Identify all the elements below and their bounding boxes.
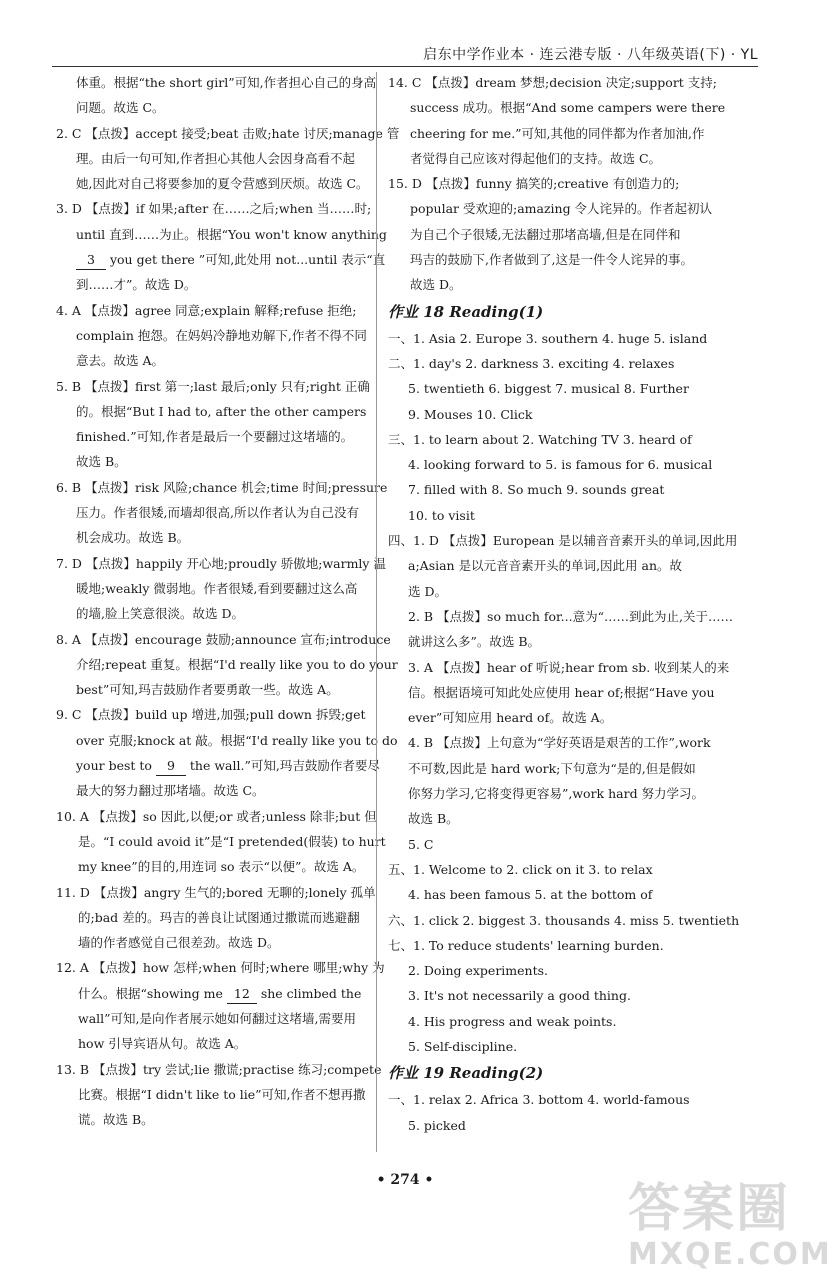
answer-line: 5. picked: [408, 1117, 466, 1133]
header-rule: [52, 66, 758, 67]
answer-line: ever”可知应用 heard of。故选 A。: [408, 710, 613, 726]
answer-line: 不可数,因此是 hard work;下句意为“是的,但是假如: [408, 760, 696, 776]
answer-line: 就讲这么多”。故选 B。: [408, 634, 541, 650]
answer-line: [56, 247, 386, 272]
right-column: [388, 70, 740, 1138]
answer-line: 为自己个子很矮,无法翻过那堵高墙,但是在同伴和: [410, 226, 681, 242]
answer-line: 压力。作者很矮,而墙却很高,所以作者认为自己没有: [76, 505, 359, 521]
answer-line: 她,因此对自己将要参加的夏令营感到厌烦。故选 C。: [76, 176, 369, 192]
answer-line: my knee”的目的,用连词 so 表示“以便”。故选 A。: [78, 859, 365, 875]
answer-line: 到……才”。故选 D。: [76, 277, 197, 293]
answer-line: 四、1. D 【点拨】European 是以辅音音素开头的单词,因此用: [388, 533, 738, 549]
left-column: [56, 70, 400, 1132]
line-text-after: she climbed the: [256, 985, 362, 1001]
answer-line: 七、1. To reduce students' learning burden.: [388, 937, 664, 953]
watermark-logo: [628, 1179, 832, 1274]
answer-line: wall”可知,是向作者展示她如何翻过这堵墙,需要用: [78, 1010, 356, 1026]
answer-line: 比赛。根据“I didn't like to lie”可知,作者不想再撒: [78, 1086, 366, 1102]
answer-line: 7. D 【点拨】happily 开心地;proudly 骄傲地;warmly 温: [56, 555, 386, 571]
answer-line: popular 受欢迎的;amazing 令人诧异的。作者起初认: [410, 201, 713, 217]
answer-line: 一、1. relax 2. Africa 3. bottom 4. world-famous: [388, 1092, 690, 1108]
answer-line: 信。根据语境可知此处应使用 hear of;根据“Have you: [408, 684, 715, 700]
answer-line: 12. A 【点拨】how 怎样;when 何时;where 哪里;why 为: [56, 960, 385, 976]
line-text-after: the wall.”可知,玛吉鼓励作者要尽: [185, 758, 380, 774]
answer-line: until 直到……为止。根据“You won't know anything: [76, 226, 387, 242]
answer-line: 5. twentieth 6. biggest 7. musical 8. Further: [408, 381, 689, 397]
answer-line: 4. has been famous 5. at the bottom of: [408, 887, 653, 903]
answer-line: 8. A 【点拨】encourage 鼓励;announce 宣布;introduce: [56, 631, 391, 647]
answer-line: 4. looking forward to 5. is famous for 6. musical: [408, 457, 713, 473]
answer-line: 6. B 【点拨】risk 风险;chance 机会;time 时间;pressure: [56, 479, 388, 495]
answer-line: 体重。根据“the short girl”可知,作者担心自己的身高: [76, 75, 377, 90]
blank-number: 3: [76, 251, 106, 270]
answer-line: 一、1. Asia 2. Europe 3. southern 4. huge 5. island: [388, 330, 708, 346]
answer-line: 者觉得自己应该对得起他们的支持。故选 C。: [410, 150, 662, 166]
answer-line: 3. A 【点拨】hear of 听说;hear from sb. 收到某人的来: [408, 659, 730, 675]
answer-line: 机会成功。故选 B。: [76, 530, 190, 546]
answer-line: 理。由后一句可知,作者担心其他人会因身高看不起: [76, 150, 355, 166]
answer-line: 5. Self-discipline.: [408, 1038, 518, 1054]
answer-line: 4. His progress and weak points.: [408, 1013, 617, 1029]
answer-line: 玛吉的鼓励下,作者做到了,这是一件令人诧异的事。: [410, 252, 693, 268]
page-number: • 274 •: [376, 1172, 434, 1188]
blank-number: 9: [156, 757, 186, 776]
answer-line: 是。“I could avoid it”是“I pretended(假装) to hurt: [78, 833, 386, 849]
answer-line: finished.”可知,作者是最后一个要翻过这堵墙的。: [76, 429, 354, 445]
answer-line: [56, 981, 364, 1006]
answer-line: 3. It's not necessarily a good thing.: [408, 988, 631, 1004]
answer-line: 故选 B。: [76, 454, 127, 470]
answer-line: 最大的努力翻过那堵墙。故选 C。: [76, 783, 265, 799]
answer-line: over 克服;knock at 敲。根据“I'd really like you to do: [76, 732, 398, 748]
answer-line: success 成功。根据“And some campers were there: [410, 100, 726, 116]
answer-line: 15. D 【点拨】funny 搞笑的;creative 有创造力的;: [388, 176, 680, 192]
answer-line: 3. D 【点拨】if 如果;after 在……之后;when 当……时;: [56, 201, 372, 217]
answer-line: how 引导宾语从句。故选 A。: [78, 1036, 247, 1052]
answer-line: 2. Doing experiments.: [408, 963, 549, 979]
answer-line: 谎。故选 B。: [78, 1112, 154, 1128]
answer-line: 的墙,脸上笑意很淡。故选 D。: [76, 606, 244, 622]
watermark-url: MXQE.COM: [628, 1237, 832, 1272]
answer-line: 13. B 【点拨】try 尝试;lie 撒谎;practise 练习;compete: [56, 1061, 382, 1077]
answer-line: 的;bad 差的。玛吉的善良让试图通过撒谎而逃避翻: [78, 909, 360, 925]
answer-line: [56, 753, 380, 778]
answer-line: 4. B 【点拨】上句意为“学好英语是艰苦的工作”,work: [408, 735, 711, 751]
line-text-before: 什么。根据“showing me: [78, 985, 227, 1001]
section-heading: 作业 18 Reading(1): [388, 302, 544, 321]
answer-line: 暖地;weakly 微弱地。作者很矮,看到要翻过这么高: [76, 580, 358, 596]
section-heading: 作业 19 Reading(2): [388, 1064, 544, 1083]
answer-line: 你努力学习,它将变得更容易”,work hard 努力学习。: [408, 786, 705, 802]
answer-line: 意去。故选 A。: [76, 353, 165, 369]
answer-line: 2. C 【点拨】accept 接受;beat 击败;hate 讨厌;manage 管: [56, 125, 400, 141]
answer-line: best”可知,玛吉鼓励作者要勇敢一些。故选 A。: [76, 682, 339, 698]
answer-line: 介绍;repeat 重复。根据“I'd really like you to do your: [76, 656, 398, 672]
line-text-after: you get there ”可知,此处用 not...until 表示“直: [106, 252, 386, 268]
answer-line: 问题。故选 C。: [76, 100, 165, 116]
answer-line: 选 D。: [408, 583, 447, 599]
answer-line: complain 抱怨。在妈妈冷静地劝解下,作者不得不同: [76, 327, 367, 343]
answer-line: 二、1. day's 2. darkness 3. exciting 4. relaxes: [388, 355, 675, 371]
answer-line: 五、1. Welcome to 2. click on it 3. to relax: [388, 861, 653, 877]
answer-line: 9. C 【点拨】build up 增进,加强;pull down 拆毁;get: [56, 707, 366, 723]
answer-line: 4. A 【点拨】agree 同意;explain 解释;refuse 拒绝;: [56, 302, 357, 318]
line-text-before: your best to: [76, 758, 156, 774]
answer-line: 的。根据“But I had to, after the other campers: [76, 403, 367, 419]
answer-line: 10. to visit: [408, 507, 475, 523]
answer-line: 5. C: [408, 836, 434, 852]
answer-line: 故选 D。: [410, 277, 462, 293]
answer-line: 7. filled with 8. So much 9. sounds great: [408, 482, 665, 498]
answer-line: cheering for me.”可知,其他的同伴都为作者加油,作: [410, 125, 705, 141]
answer-line: 三、1. to learn about 2. Watching TV 3. heard of: [388, 431, 692, 447]
answer-line: 5. B 【点拨】first 第一;last 最后;only 只有;right 正确: [56, 378, 370, 394]
answer-line: 14. C 【点拨】dream 梦想;decision 决定;support 支持;: [388, 75, 718, 90]
watermark-text: 答案圈: [628, 1179, 791, 1239]
answer-line: 故选 B。: [408, 811, 459, 827]
answer-line: 11. D 【点拨】angry 生气的;bored 无聊的;lonely 孤单: [56, 884, 376, 900]
running-header: 启东中学作业本 · 连云港专版 · 八年级英语(下) · YL: [423, 47, 758, 63]
blank-number: 12: [227, 985, 257, 1004]
answer-line: a;Asian 是以元音音素开头的单词,因此用 an。故: [408, 558, 683, 574]
answer-line: 墙的作者感觉自己很差劲。故选 D。: [78, 935, 280, 951]
answer-line: 六、1. click 2. biggest 3. thousands 4. miss 5. twentieth: [388, 912, 740, 928]
column-divider: [376, 72, 377, 1152]
answer-line: 2. B 【点拨】so much for...意为“……到此为止,关于……: [408, 608, 733, 624]
answer-line: 9. Mouses 10. Click: [408, 406, 533, 422]
answer-line: 10. A 【点拨】so 因此,以便;or 或者;unless 除非;but 但: [56, 808, 377, 824]
